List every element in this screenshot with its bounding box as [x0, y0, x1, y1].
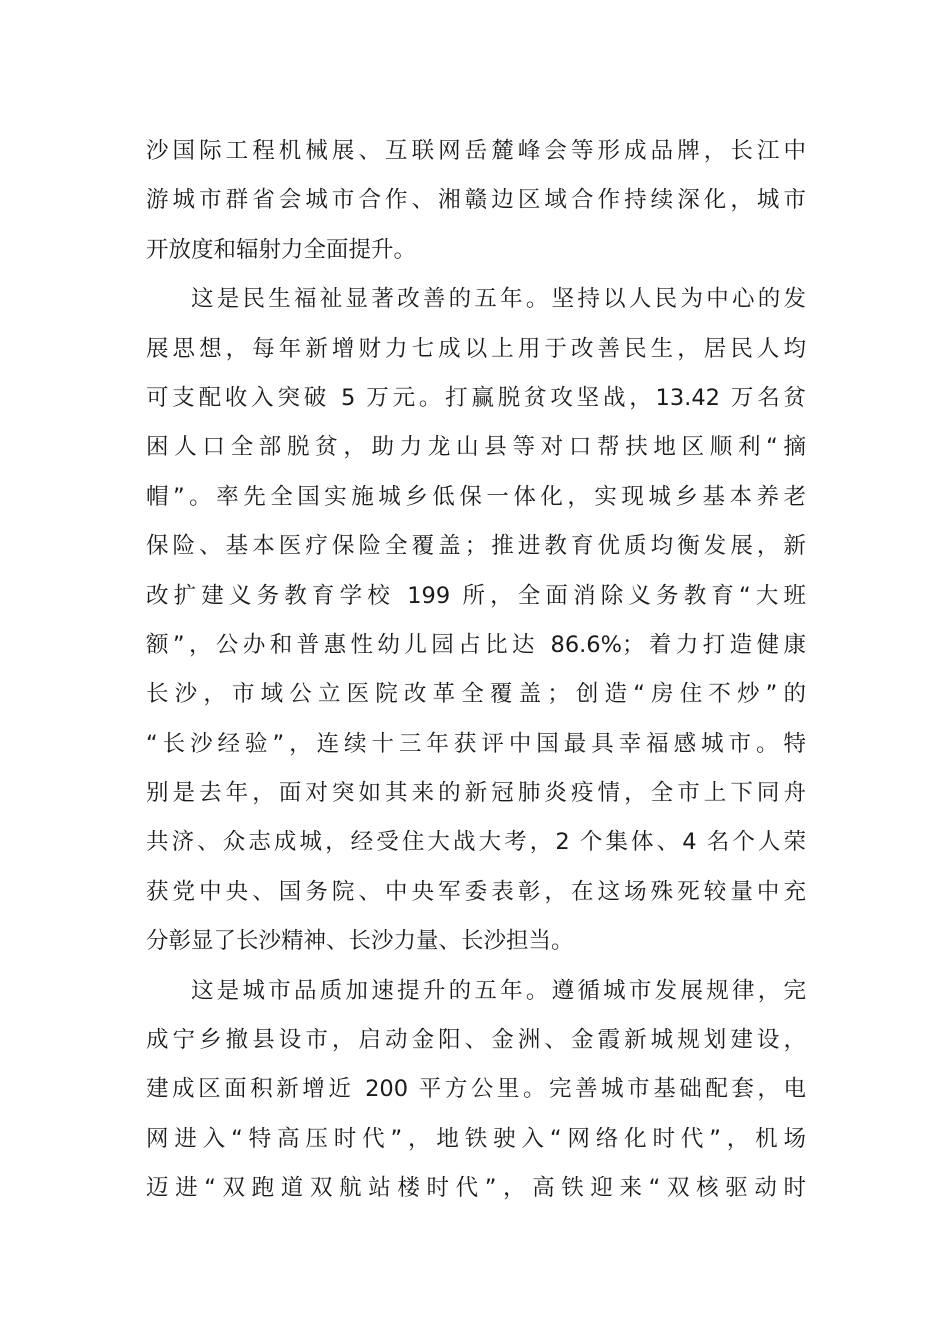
text-line: 改扩建义务教育学校 199 所，全面消除义务教育“大班 [146, 582, 806, 609]
text-line: 获党中央、国务院、中央军委表彰，在这场殊死较量中充 [146, 878, 806, 905]
text-line: 共济、众志成城，经受住大战大考，2 个集体、4 名个人荣 [146, 829, 806, 856]
text-line: 开放度和辐射力全面提升。 [146, 236, 417, 263]
text-line: 困人口全部脱贫，助力龙山县等对口帮扶地区顺利“摘 [146, 434, 806, 461]
text-line: “长沙经验”，连续十三年获评中国最具幸福感城市。特 [146, 730, 806, 757]
text-line: 游城市群省会城市合作、湘赣边区域合作持续深化，城市 [146, 187, 806, 214]
text-line: 额”，公办和普惠性幼儿园占比达 86.6%；着力打造健康 [146, 631, 806, 658]
text-line: 长沙，市域公立医院改革全覆盖；创造“房住不炒”的 [146, 681, 806, 708]
text-line: 保险、基本医疗保险全覆盖；推进教育优质均衡发展，新 [146, 533, 806, 560]
text-line: 帽”。率先全国实施城乡低保一体化，实现城乡基本养老 [146, 483, 806, 510]
text-line: 建成区面积新增近 200 平方公里。完善城市基础配套，电 [146, 1076, 806, 1103]
text-line: 迈进“双跑道双航站楼时代”，高铁迎来“双核驱动时 [146, 1175, 806, 1202]
body-text [146, 127, 806, 1214]
paragraph-start-line: 这是城市品质加速提升的五年。遵循城市发展规律，完 [191, 977, 806, 1004]
text-line: 成宁乡撤县设市，启动金阳、金洲、金霞新城规划建设， [146, 1027, 806, 1054]
text-line: 网进入“特高压时代”，地铁驶入“网络化时代”，机场 [146, 1125, 806, 1152]
text-line: 展思想，每年新增财力七成以上用于改善民生，居民人均 [146, 335, 806, 362]
text-line: 分彰显了长沙精神、长沙力量、长沙担当。 [146, 928, 574, 955]
text-line: 沙国际工程机械展、互联网岳麓峰会等形成品牌，长江中 [146, 138, 806, 164]
text-line: 可支配收入突破 5 万元。打赢脱贫攻坚战，13.42 万名贫 [146, 384, 806, 411]
paragraph-start-line: 这是民生福祉显著改善的五年。坚持以人民为中心的发 [191, 286, 806, 313]
text-line: 别是去年，面对突如其来的新冠肺炎疫情，全市上下同舟 [146, 780, 806, 807]
